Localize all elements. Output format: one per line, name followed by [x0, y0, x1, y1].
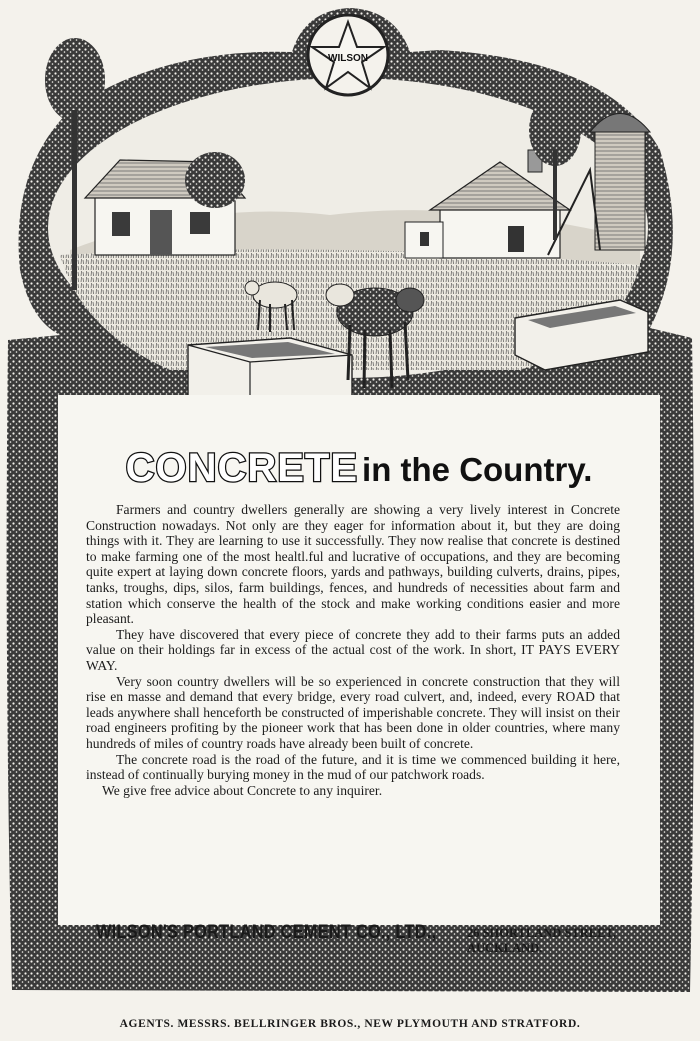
address-line-1: 26 SHORTLAND STREET,	[466, 926, 616, 940]
headline-main: CONCRETE	[125, 446, 359, 490]
agents-line: AGENTS. MESSRS. BELLRINGER BROS., NEW PLYMOUTH AND STRATFORD.	[119, 1018, 581, 1030]
wilson-star-logo	[308, 15, 388, 95]
paragraph-3: Very soon country dwellers will be so experienced in concrete construction that they will rise en masse and demand that every bridge, every road culvert, and, indeed, every ROAD that leads anywhere shall henceforth be constructed of imperishable concrete. They will insist on their road engineers profiting by the pioneer work that has been done in older countries, where many hundreds of miles of country roads have already been built of concrete.	[86, 673, 620, 751]
company-signature	[96, 918, 616, 958]
paragraph-1: Farmers and country dwellers generally are showing a very lively interest in Concrete Construction nowadays. Not only are they eager for information about it, but they are doing things with it. They are learning to use it successfully. They now realise that concrete is destined to make farming one of the most healtl.ful and lucrative of occupations, and they are becoming quite expert at laying down concrete floors, yards and pathways, building culverts, drains, pipes, tanks, troughs, dips, silos, farm buildings, fences, and hundreds of necessities about farm and station which conserve the health of the stock and make working conditions easier and more pleasant.	[86, 502, 620, 627]
company-address	[467, 926, 616, 956]
logo-text: WILSON	[328, 53, 368, 64]
company-name: WILSON'S PORTLAND CEMENT CO., LTD.,	[96, 922, 437, 943]
address-line-2: AUCKLAND.	[466, 941, 543, 955]
headline	[58, 448, 660, 488]
paragraph-4: The concrete road is the road of the future, and it is time we commenced building it here, instead of continually burying money in the mud of our patchwork roads.	[86, 751, 620, 783]
body-copy	[86, 502, 620, 798]
paragraph-2: They have discovered that every piece of concrete they add to their farms puts an added value on their holdings far in excess of the actual cost of the work. In short, IT PAYS EVERY WAY.	[86, 626, 620, 673]
headline-rest: in the Country.	[362, 451, 593, 488]
paragraph-5: We give free advice about Concrete to any inquirer.	[102, 782, 383, 798]
